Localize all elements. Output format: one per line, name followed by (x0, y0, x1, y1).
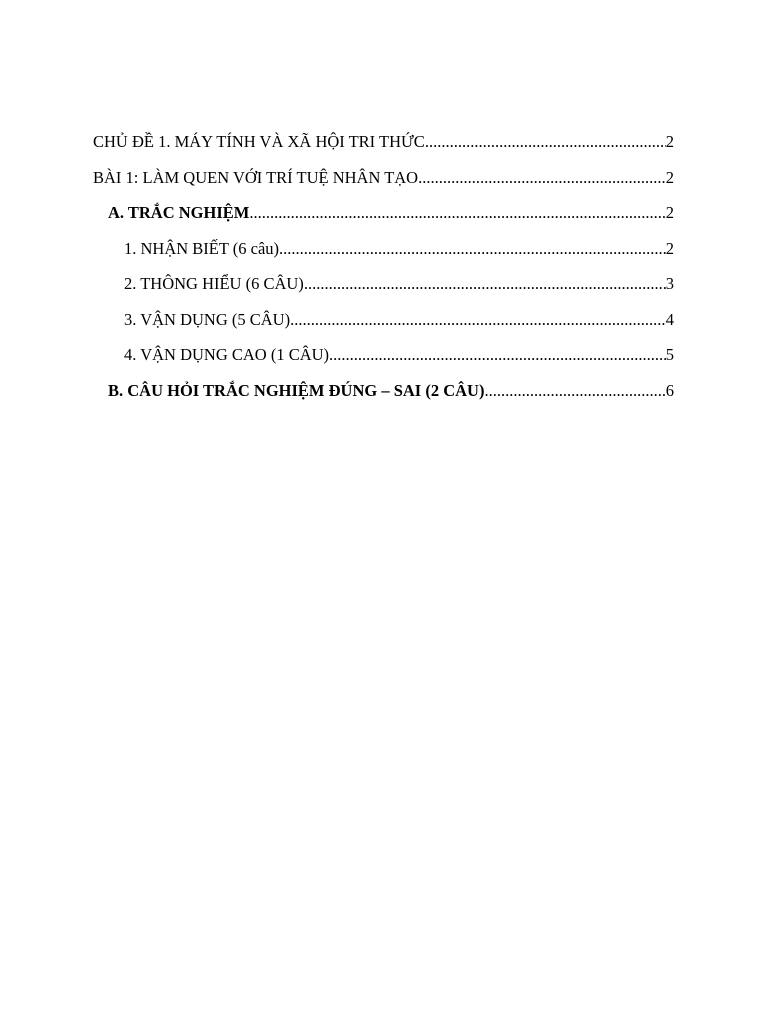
toc-entry-title: BÀI 1: LÀM QUEN VỚI TRÍ TUỆ NHÂN TẠO (93, 167, 419, 187)
toc-entry-subsection-1[interactable] (93, 231, 674, 267)
toc-entry-title: 3. VẬN DỤNG (5 CÂU) (124, 309, 291, 329)
toc-entry-title: A. TRẮC NGHIỆM (108, 203, 250, 222)
toc-entry-title: 1. NHẬN BIẾT (6 câu) (124, 238, 280, 258)
toc-entry-subsection-2[interactable] (93, 266, 674, 302)
toc-page-number: 2 (665, 238, 674, 258)
toc-entry-subsection-4[interactable] (93, 337, 674, 373)
toc-page-number: 4 (665, 309, 674, 329)
toc-dot-leader (249, 195, 665, 231)
toc-page-number: 2 (665, 203, 674, 222)
toc-entry-title: 2. THÔNG HIỂU (6 CÂU) (124, 274, 304, 293)
toc-entry-lesson-1[interactable] (93, 160, 674, 196)
toc-dot-leader (304, 266, 666, 302)
toc-entry-title: B. CÂU HỎI TRẮC NGHIỆM ĐÚNG – SAI (2 CÂU) (108, 380, 485, 400)
toc-page-number: 6 (665, 380, 674, 400)
toc-dot-leader (484, 373, 665, 409)
table-of-contents (93, 124, 674, 408)
toc-entry-chapter-1[interactable] (93, 124, 674, 160)
toc-dot-leader (425, 124, 666, 160)
toc-dot-leader (290, 302, 666, 338)
toc-dot-leader (279, 231, 666, 267)
toc-dot-leader (418, 160, 666, 196)
toc-entry-subsection-3[interactable] (93, 302, 674, 338)
toc-entry-title: CHỦ ĐỀ 1. MÁY TÍNH VÀ XÃ HỘI TRI THỨC (93, 132, 425, 151)
toc-entry-section-b[interactable] (93, 373, 674, 409)
toc-entry-section-a[interactable] (93, 195, 674, 231)
toc-page-number: 3 (665, 274, 674, 293)
toc-page-number: 2 (665, 132, 674, 151)
toc-entry-title: 4. VẬN DỤNG CAO (1 CÂU) (124, 345, 330, 364)
toc-page-number: 5 (665, 345, 674, 364)
toc-dot-leader (329, 337, 666, 373)
toc-page-number: 2 (665, 167, 674, 187)
